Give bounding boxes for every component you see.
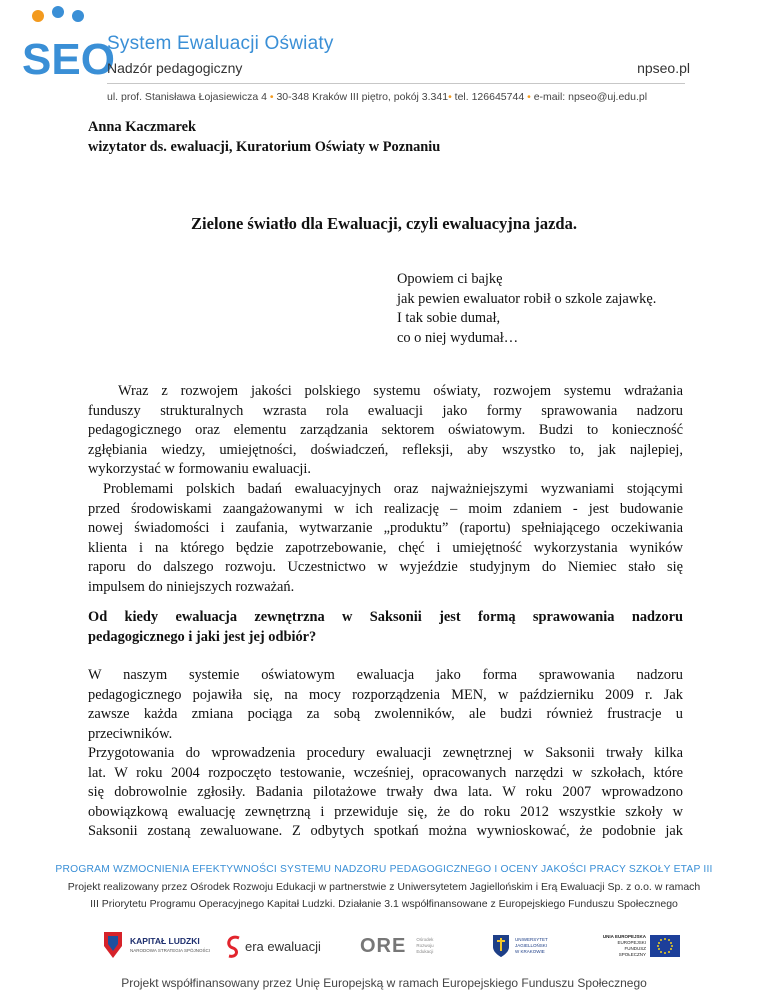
text-line: przed środowiskami zaangażowanymi w ich realizację – moim zdaniem - jest budowanie	[88, 500, 683, 517]
kapital-ludzki-logo	[100, 924, 210, 968]
era-swirl-icon	[225, 932, 243, 960]
ore-sub: Rozwoju	[416, 943, 434, 948]
era-text: era ewaluacji	[245, 938, 321, 954]
paragraph-system	[88, 666, 683, 744]
separator-dot: •	[527, 91, 531, 103]
text-line: lat. W roku 2004 rozpoczęto testowanie, wcześniej, opracowanych narzędzi w szkołach, które	[88, 764, 683, 781]
poem-line: I tak sobie dumał,	[397, 310, 501, 327]
uj-text: UNIWERSYTET	[515, 937, 548, 942]
ue-title: UNIA EUROPEJSKA	[602, 934, 646, 939]
text-line: Problemami polskich badań ewaluacyjnych oraz najważniejszymi wyzwaniami stojącymi	[103, 481, 683, 497]
text-line: obowiązkową ewaluację zewnętrzną i przewiduje się, że do roku 2012 wszystkie szkoły w	[88, 803, 683, 820]
ore-sub: Ośrodek	[416, 937, 434, 942]
author-role: wizytator ds. ewaluacji, Kuratorium Oświaty w Poznaniu	[88, 138, 441, 155]
text-line: Przygotowania do wprowadzenia procedury ewaluacji zewnętrznej w Saksonii trwały kilka	[88, 745, 683, 761]
ue-sub: FUNDUSZ SPOŁECZNY	[618, 946, 646, 957]
text-line: się dobrowolnie zgłosiły. Badania pilotażowe trwały dwa lata. W roku 2007 wprowadzono	[88, 784, 683, 801]
site-link[interactable]: npseo.pl	[637, 60, 690, 76]
address-email[interactable]: e-mail: npseo@uj.edu.pl	[533, 91, 648, 103]
address-street: ul. prof. Stanisława Łojasiewicza 4	[107, 91, 267, 103]
partner-logos	[100, 924, 680, 974]
header-divider	[107, 83, 685, 84]
kl-subtitle: NARODOWA STRATEGIA SPÓJNOŚCI	[130, 948, 211, 953]
paragraph-intro	[88, 382, 683, 480]
era-ewaluacji-logo	[225, 924, 335, 968]
poem-line: jak pewien ewaluator robił o szkole zajawkę.	[397, 290, 657, 307]
text-line: pedagogicznego pojawiła się, na mocy rozporządzenia MEN, w październiku 2009 r. Jak	[88, 686, 683, 703]
footer-line: III Priorytetu Programu Operacyjnego Kapitał Ludzki. Działanie 3.1 współfinansowane z Europejskiego Funduszu Społecznego	[90, 898, 678, 910]
text-line: raporu do dalszego rozwoju. Uczestnictwo w wyjeździe studyjnym do Niemiec stało się	[88, 559, 683, 576]
separator-dot: •	[269, 91, 274, 103]
separator-dot: •	[448, 91, 452, 103]
uj-text: JAGIELLOŃSKI	[515, 943, 548, 948]
paragraph-saxony	[88, 744, 683, 842]
address-phone: tel. 126645744	[454, 91, 525, 103]
poem-line: Opowiem ci bajkę	[397, 271, 503, 287]
poem-line: co o niej wydumał…	[397, 329, 519, 346]
uj-crest-icon	[492, 933, 510, 959]
poem	[397, 270, 656, 348]
text-line: pedagogicznego oraz elementu zarządzania sektorem oświatowym. Budzi to konieczność	[88, 422, 683, 439]
uj-text: W KRAKOWIE	[515, 949, 545, 954]
section-question	[88, 608, 683, 647]
address-city: 30-348 Kraków III piętro, pokój 3.341	[276, 91, 449, 103]
program-title: PROGRAM WZMOCNIENIA EFEKTYWNOŚCI SYSTEMU NADZORU PEDAGOGICZNEGO I OCENY JAKOŚCI PRACY SZKOŁY ETAP III	[55, 864, 713, 875]
text-line: nowej świadomości i zaufania, wytwarzanie „produktu” (raportu) spełniającego oczekiwania	[88, 520, 683, 537]
kapital-ludzki-icon	[100, 928, 126, 964]
article-title: Zielone światło dla Ewaluacji, czyli ewaluacyjna jazda.	[191, 214, 577, 233]
org-subtitle: Nadzór pedagogiczny	[107, 60, 243, 76]
ore-sub: Edukacji	[416, 949, 434, 954]
uj-logo	[492, 924, 582, 968]
org-name: System Ewaluacji Oświaty	[107, 33, 334, 54]
seo-logo-text: SEO	[22, 35, 115, 84]
text-line: Od kiedy ewaluacja zewnętrzna w Saksonii jest formą sprawowania nadzoru	[88, 609, 683, 625]
footer-line: Projekt realizowany przez Ośrodek Rozwoju Edukacji w partnerstwie z Uniwersytetem Jagiellońskim i Erą Ewaluacji Sp. z o.o. w ramach	[67, 881, 701, 893]
text-line: Wraz z rozwojem jakości polskiego systemu oświaty, rozwojem systemu wdrażania	[118, 383, 683, 399]
letterhead	[0, 0, 768, 110]
ore-logo	[360, 924, 450, 968]
author-block	[88, 118, 440, 157]
paragraph-problems	[88, 480, 683, 598]
seo-logo	[20, 6, 115, 86]
text-line: zgłębiania wiedzy, umiejętności, doświadczeń, refleksji, aby wszystko to, jak najlepiej,	[88, 441, 683, 458]
ue-sub: EUROPEJSKI	[617, 940, 646, 945]
kl-title: KAPITAŁ LUDZKI	[130, 936, 200, 946]
text-line: impulsem do niniejszych rozważań.	[88, 578, 295, 595]
footer	[0, 860, 768, 994]
ore-text: ORE	[360, 934, 407, 957]
text-line: pedagogicznego i jaki jest jej odbiór?	[88, 628, 317, 645]
cofinancing-note: Projekt współfinansowany przez Unię Europejską w ramach Europejskiego Funduszu Społecznego	[121, 976, 647, 990]
eu-flag-icon	[650, 935, 680, 957]
text-line: wykorzystać w formowaniu ewaluacji.	[88, 461, 311, 478]
text-line: W naszym systemie oświatowym ewaluacja jako forma sprawowania nadzoru	[88, 667, 683, 683]
author-name: Anna Kaczmarek	[88, 119, 197, 135]
address-line	[107, 91, 647, 103]
eu-logo	[600, 924, 680, 968]
text-line: zawsze każda zmiana pociąga za sobą zwolenników, ale budzi również frustracje u	[88, 706, 683, 723]
text-line: klienta i na którego będzie zapotrzebowanie, chęć i umiejętność wykorzystania wyników	[88, 539, 683, 556]
text-line: funduszy strukturalnych wzrasta rola ewaluacji jako formy sprawowania nadzoru	[88, 402, 683, 419]
text-line: Saksonii zostaną zewaluowane. Z odbytych spotkań można wywnioskować, że podobnie jak	[88, 823, 683, 840]
text-line: przeciwników.	[88, 725, 173, 742]
